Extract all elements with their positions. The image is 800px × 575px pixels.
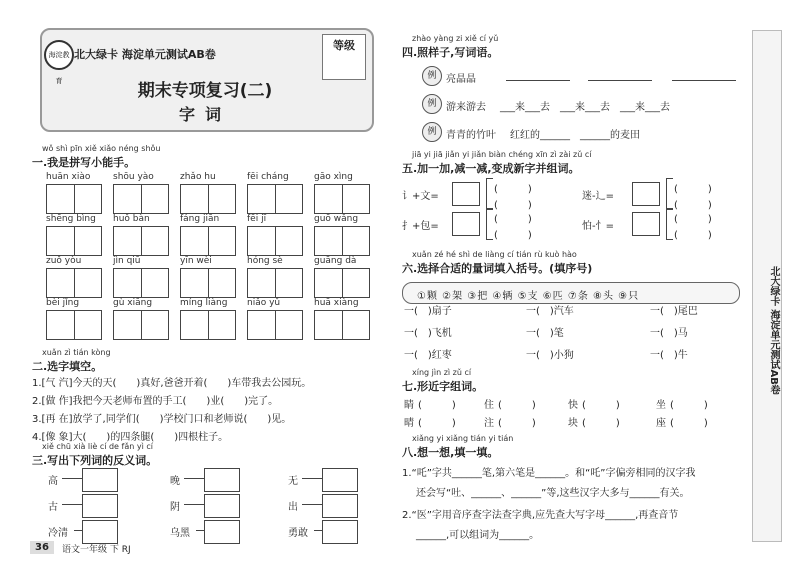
writing-cell[interactable] (342, 185, 369, 213)
equation-text: 怕-忄= (582, 221, 614, 232)
writing-grid[interactable] (314, 226, 370, 256)
paren: ( ) (494, 184, 532, 195)
measure-word-options (402, 282, 740, 304)
connector-line (74, 530, 82, 531)
grid-pinyin: fáng jiān (180, 214, 220, 224)
writing-grid[interactable] (247, 310, 303, 340)
page-subtitle: 字词 (178, 105, 231, 124)
example-badge: 例 (422, 94, 442, 114)
s3-title: 三.写出下列词的反义词。 (32, 454, 158, 467)
writing-grid[interactable] (113, 184, 169, 214)
writing-cell[interactable] (114, 227, 142, 255)
connector-line (62, 478, 82, 479)
writing-cell[interactable] (315, 185, 343, 213)
writing-cell[interactable] (114, 185, 142, 213)
grid-pinyin: gù xiāng (113, 298, 153, 308)
connector-line (302, 478, 322, 479)
writing-cell[interactable] (47, 311, 75, 339)
similar-char: 座 (656, 418, 666, 429)
writing-cell[interactable] (248, 269, 276, 297)
measure-item[interactable]: 一( )汽车 (526, 306, 574, 317)
similar-char: 坐 (656, 400, 666, 411)
equation-text: 迷-辶= (582, 191, 614, 202)
writing-cell[interactable] (315, 227, 343, 255)
measure-item[interactable]: 一( )牛 (650, 350, 688, 361)
grid-pinyin: fēi cháng (247, 172, 289, 182)
similar-char: 晴 (404, 418, 414, 429)
paren[interactable]: ( ) (498, 418, 536, 429)
writing-cell[interactable] (74, 185, 101, 213)
writing-cell[interactable] (208, 311, 235, 339)
paren: ( ) (494, 214, 532, 225)
s2-item-2: 2.[做 作]我把今天老师布置的手工( )业( )完了。 (32, 396, 279, 407)
paren: ( ) (674, 200, 712, 211)
writing-cell[interactable] (208, 185, 235, 213)
paren[interactable]: ( ) (670, 400, 708, 411)
writing-grid[interactable] (247, 268, 303, 298)
measure-item[interactable]: 一( )尾巴 (650, 306, 698, 317)
page-title: 期末专项复习(二) (137, 81, 273, 101)
writing-grid[interactable] (46, 184, 102, 214)
s4-blank[interactable] (672, 80, 736, 81)
writing-grid[interactable] (46, 268, 102, 298)
writing-grid[interactable] (180, 310, 236, 340)
writing-cell[interactable] (181, 227, 209, 255)
s8-line-3: 2.“医”字用音序查字法查字典,应先查大写字母______,再查音节 (402, 510, 679, 521)
s4-title: 四.照样子,写词语。 (402, 46, 499, 59)
measure-item[interactable]: 一( )小狗 (526, 350, 574, 361)
measure-item[interactable]: 一( )马 (650, 328, 688, 339)
writing-cell[interactable] (141, 269, 168, 297)
s6-pinyin: xuǎn zé hé shì de liàng cí tián rù kuò hào (412, 250, 577, 259)
equation-text: 讠+文= (402, 191, 439, 202)
s4-row-2[interactable]: ___来___去 ___来___去 ___来___去 (500, 102, 670, 113)
connector-line (302, 504, 322, 505)
s3-pinyin: xiě chū xià liè cí de fǎn yì cí (42, 442, 153, 451)
grid-pinyin: niǎo yǔ (247, 298, 281, 308)
grid-pinyin: huā xiàng (314, 298, 359, 308)
paren[interactable]: ( ) (418, 418, 456, 429)
writing-cell[interactable] (181, 311, 209, 339)
brace-icon (666, 208, 673, 240)
s8-line-2: 还会写“吐、______、______”等,这些汉字大多与______有关。 (416, 488, 690, 499)
antonym-answer-box[interactable] (322, 520, 358, 544)
grid-pinyin: fēi jī (247, 214, 267, 224)
writing-cell[interactable] (74, 227, 101, 255)
antonym-word: 乌黑 (170, 528, 190, 539)
s8-line-4: ______,可以组词为______。 (416, 530, 540, 541)
grid-pinyin: yīn wèi (180, 256, 212, 266)
writing-grid[interactable] (247, 226, 303, 256)
s2-item-3: 3.[再 在]放学了,同学们( )学校门口和老师说( )见。 (32, 414, 292, 425)
s4-blank[interactable] (506, 80, 570, 81)
paren[interactable]: ( ) (670, 418, 708, 429)
writing-cell[interactable] (248, 311, 276, 339)
example-badge: 例 (422, 122, 442, 142)
measure-item[interactable]: 一( )扇子 (404, 306, 452, 317)
writing-grid[interactable] (113, 226, 169, 256)
example-badge: 例 (422, 66, 442, 86)
paren[interactable]: ( ) (582, 400, 620, 411)
connector-line (62, 504, 82, 505)
antonym-answer-box[interactable] (82, 520, 118, 544)
new-char-box[interactable] (452, 182, 480, 206)
s8-pinyin: xiǎng yi xiǎng tián yi tián (412, 434, 514, 443)
writing-grid[interactable] (314, 268, 370, 298)
writing-cell[interactable] (275, 227, 302, 255)
writing-cell[interactable] (74, 269, 101, 297)
antonym-answer-box[interactable] (82, 494, 118, 518)
similar-char: 睛 (404, 400, 414, 411)
antonym-answer-box[interactable] (322, 468, 358, 492)
writing-grid[interactable] (113, 310, 169, 340)
new-char-box[interactable] (452, 212, 480, 236)
s4-row-3[interactable]: 红红的______ ______的麦田 (510, 130, 640, 141)
measure-item[interactable]: 一( )飞机 (404, 328, 452, 339)
brace-icon (486, 178, 493, 210)
writing-cell[interactable] (315, 269, 343, 297)
footer-text: 语文一年级 下 RJ (62, 545, 131, 555)
writing-cell[interactable] (208, 227, 235, 255)
antonym-word: 古 (48, 502, 58, 513)
writing-cell[interactable] (315, 311, 343, 339)
writing-cell[interactable] (181, 185, 209, 213)
s8-title: 八.想一想,填一填。 (402, 446, 499, 459)
grid-pinyin: guō wǎng (314, 214, 359, 224)
antonym-answer-box[interactable] (82, 468, 118, 492)
antonym-word: 冷清 (48, 528, 68, 539)
antonym-answer-box[interactable] (322, 494, 358, 518)
new-char-box[interactable] (632, 182, 660, 206)
grid-pinyin: zuǒ yòu (46, 256, 82, 266)
writing-grid[interactable] (180, 184, 236, 214)
grid-pinyin: guāng dà (314, 256, 357, 266)
antonym-answer-box[interactable] (204, 494, 240, 518)
measure-item[interactable]: 一( )红枣 (404, 350, 452, 361)
writing-cell[interactable] (47, 269, 75, 297)
writing-grid[interactable] (113, 268, 169, 298)
page-number: 36 (30, 541, 54, 554)
s4-example-2: 游来游去 (446, 102, 486, 113)
s5-title: 五.加一加,减一减,变成新字并组词。 (402, 162, 580, 175)
connector-line (184, 478, 204, 479)
antonym-word: 晚 (170, 476, 180, 487)
measure-item[interactable]: 一( )笔 (526, 328, 564, 339)
writing-cell[interactable] (208, 269, 235, 297)
similar-char: 注 (484, 418, 494, 429)
similar-char: 快 (568, 400, 578, 411)
s7-pinyin: xíng jìn zì zǔ cí (412, 368, 472, 377)
grade-box[interactable] (322, 34, 366, 80)
writing-grid[interactable] (247, 184, 303, 214)
writing-cell[interactable] (248, 227, 276, 255)
s4-example-1: 亮晶晶 (446, 74, 476, 85)
s2-item-4: 4.[像 象]大( )的四条腿( )四根柱子。 (32, 432, 229, 443)
side-banner-text: 北大绿卡 海淀单元测试AB卷 (768, 265, 779, 395)
equation-text: 扌+包= (402, 221, 439, 232)
s6-title: 六.选择合适的量词填入括号。(填序号) (402, 262, 593, 275)
writing-cell[interactable] (114, 269, 142, 297)
brand-name: 北大绿卡 海淀单元测试AB卷 (74, 48, 216, 61)
grid-pinyin: huǒ bàn (113, 214, 150, 224)
writing-cell[interactable] (342, 269, 369, 297)
writing-cell[interactable] (47, 227, 75, 255)
s5-pinyin: jiā yi jiā jiǎn yi jiǎn biàn chéng xīn zì zài zǔ cí (412, 150, 592, 159)
writing-cell[interactable] (275, 269, 302, 297)
s4-example-3: 青青的竹叶 (446, 130, 496, 141)
antonym-word: 勇敢 (288, 528, 308, 539)
grid-pinyin: zhǎo hu (180, 172, 216, 182)
paren: ( ) (674, 230, 712, 241)
paren: ( ) (494, 200, 532, 211)
writing-cell[interactable] (342, 227, 369, 255)
connector-line (184, 504, 204, 505)
writing-cell[interactable] (342, 311, 369, 339)
antonym-word: 出 (288, 502, 298, 513)
writing-cell[interactable] (114, 311, 142, 339)
writing-cell[interactable] (141, 185, 168, 213)
writing-grid[interactable] (180, 226, 236, 256)
s2-title: 二.选字填空。 (32, 360, 103, 373)
s1-title: 一.我是拼写小能手。 (32, 156, 136, 169)
writing-cell[interactable] (181, 269, 209, 297)
writing-grid[interactable] (314, 310, 370, 340)
s2-item-1: 1.[气 汽]今天的天( )真好,爸爸开着( )车带我去公园玩。 (32, 378, 312, 389)
writing-cell[interactable] (141, 311, 168, 339)
antonym-word: 高 (48, 476, 58, 487)
s4-blank[interactable] (588, 80, 652, 81)
paren[interactable]: ( ) (498, 400, 536, 411)
writing-cell[interactable] (74, 311, 101, 339)
brace-icon (486, 208, 493, 240)
grid-pinyin: huān xiào (46, 172, 91, 182)
writing-grid[interactable] (46, 226, 102, 256)
new-char-box[interactable] (632, 212, 660, 236)
grid-pinyin: bèi jǐng (46, 298, 80, 308)
grid-pinyin: shōu yào (113, 172, 154, 182)
writing-grid[interactable] (180, 268, 236, 298)
paren: ( ) (494, 230, 532, 241)
grid-pinyin: shēng bìng (46, 214, 96, 224)
s8-line-1: 1.“吒”字共______笔,第六笔是______。和“吒”字偏旁相同的汉字我 (402, 468, 696, 479)
paren: ( ) (674, 184, 712, 195)
paren[interactable]: ( ) (582, 418, 620, 429)
logo-icon (44, 40, 74, 85)
writing-cell[interactable] (47, 185, 75, 213)
s2-pinyin: xuǎn zì tián kòng (42, 348, 111, 357)
connector-line (196, 530, 204, 531)
writing-grid[interactable] (314, 184, 370, 214)
grid-pinyin: jìn qiū (113, 256, 141, 266)
antonym-answer-box[interactable] (204, 468, 240, 492)
grid-pinyin: hóng sè (247, 256, 283, 266)
antonym-word: 无 (288, 476, 298, 487)
s4-pinyin: zhào yàng zi xiě cí yǔ (412, 34, 499, 43)
grid-pinyin: míng liàng (180, 298, 228, 308)
writing-grid[interactable] (46, 310, 102, 340)
options-text: ①颗 ②架 ③把 ④辆 ⑤支 ⑥匹 ⑦条 ⑧头 ⑨只 (417, 291, 640, 302)
similar-char: 住 (484, 400, 494, 411)
writing-cell[interactable] (141, 227, 168, 255)
grade-label: 等级 (333, 39, 355, 52)
s1-pinyin: wǒ shì pīn xiě xiǎo néng shǒu (42, 144, 161, 153)
s7-title: 七.形近字组词。 (402, 380, 484, 393)
brace-icon (666, 178, 673, 210)
logo-text: 海淀教育 (48, 51, 70, 85)
similar-char: 块 (568, 418, 578, 429)
writing-cell[interactable] (275, 185, 302, 213)
antonym-word: 阴 (170, 502, 180, 513)
paren: ( ) (674, 214, 712, 225)
writing-cell[interactable] (275, 311, 302, 339)
antonym-answer-box[interactable] (204, 520, 240, 544)
grid-pinyin: gāo xìng (314, 172, 353, 182)
connector-line (314, 530, 322, 531)
writing-cell[interactable] (248, 185, 276, 213)
paren[interactable]: ( ) (418, 400, 456, 411)
